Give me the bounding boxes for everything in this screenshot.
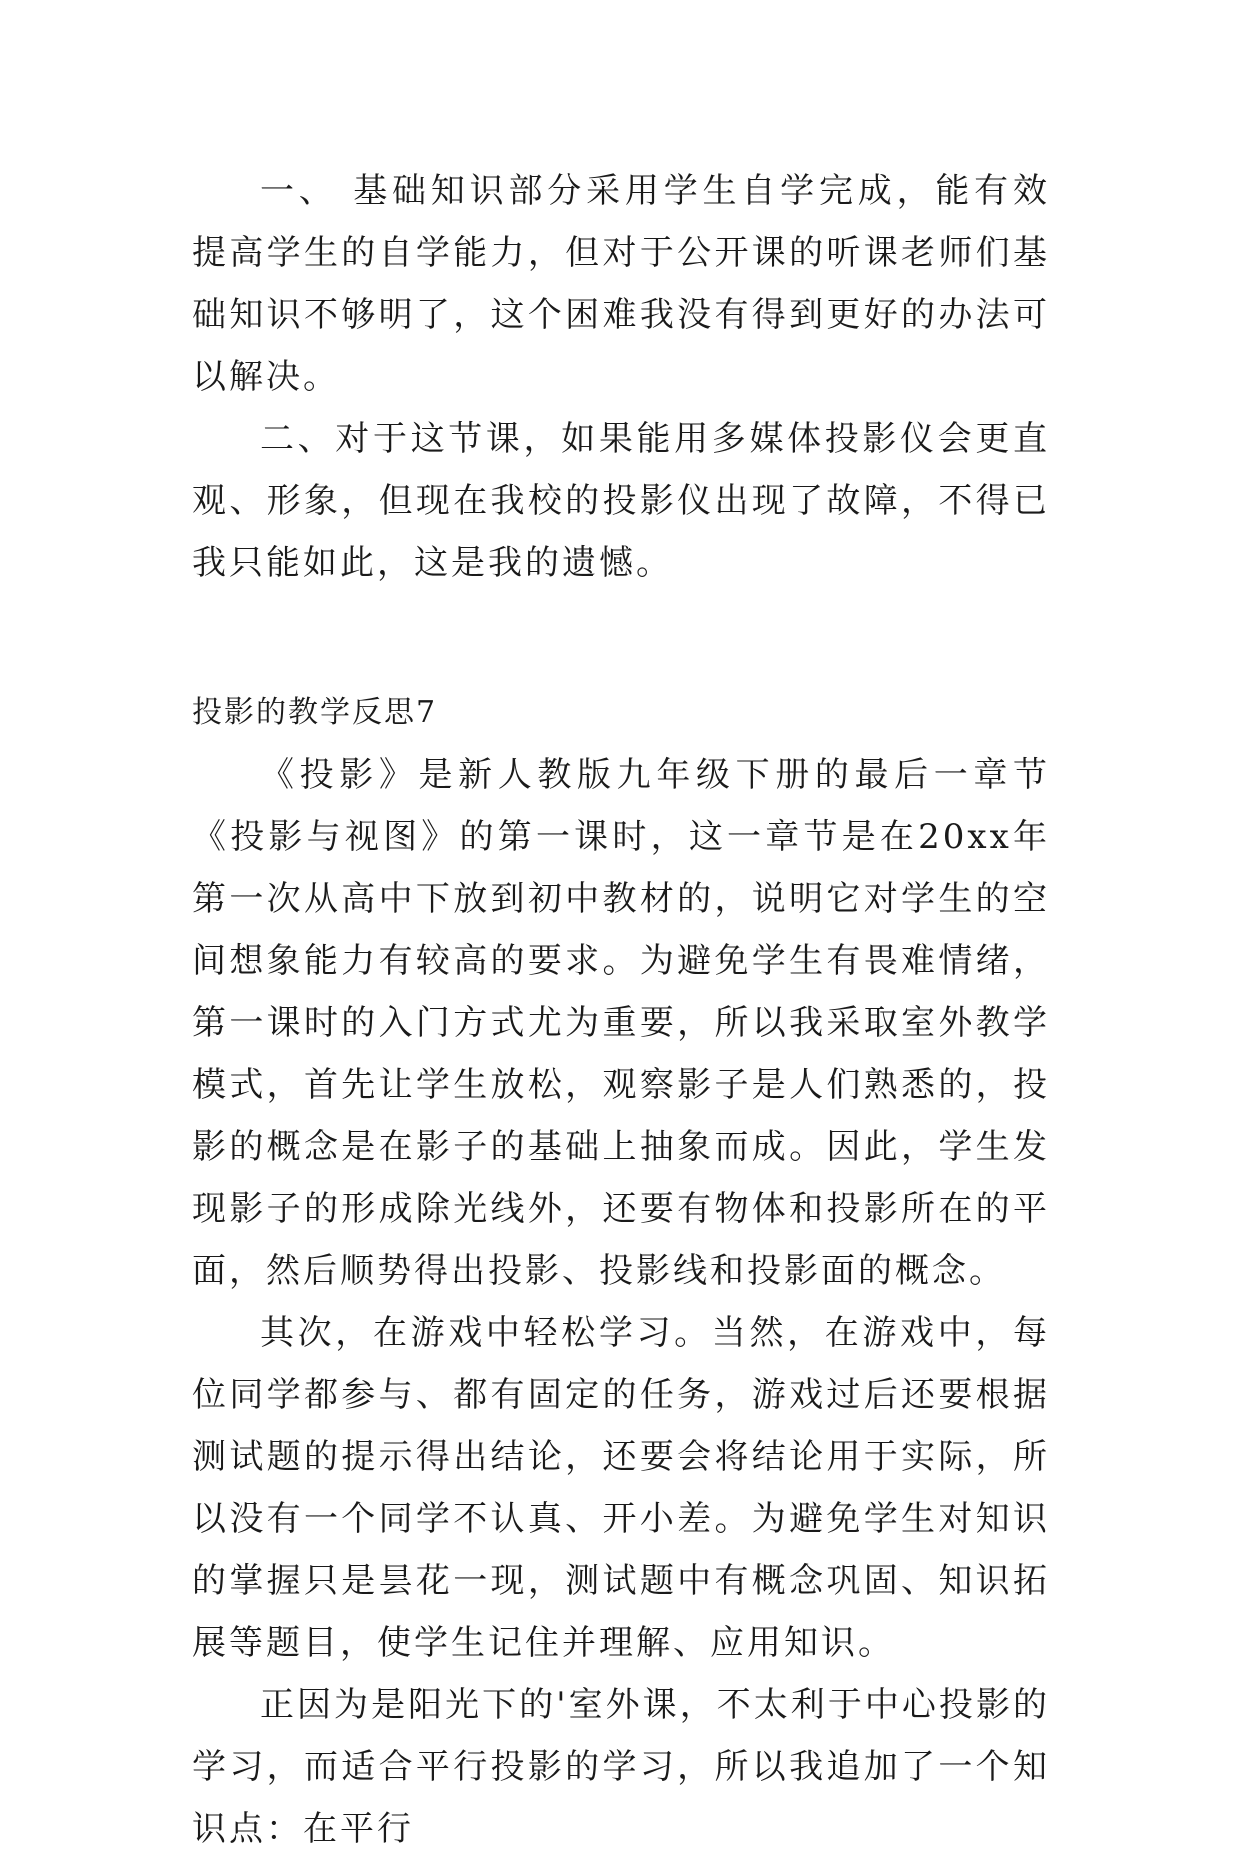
paragraph-projection-intro: 《投影》是新人教版九年级下册的最后一章节《投影与视图》的第一课时，这一章节是在20xx年第一次从高中下放到初中教材的，说明它对学生的空间想象能力有较高的要求。为避免学生有畏难情绪，第一课时的入门方式尤为重要，所以我采取室外教学模式，首先让学生放松，观察影子是人们熟悉的，投影的概念是在影子的基础上抽象而成。因此，学生发现影子的形成除光线外，还要有物体和投影所在的平面，然后顺势得出投影、投影线和投影面的概念。 (192, 755, 1050, 1291)
section-gap (192, 594, 1050, 682)
section-title: 投影的教学反思7 (192, 695, 438, 730)
paragraph-item-one: 一、 基础知识部分采用学生自学完成，能有效提高学生的自学能力，但对于公开课的听课老师们基础知识不够明了，这个困难我没有得到更好的办法可以解决。 (192, 171, 1050, 397)
paragraph-game-learning: 其次，在游戏中轻松学习。当然，在游戏中，每位同学都参与、都有固定的任务，游戏过后还要根据测试题的提示得出结论，还要会将结论用于实际，所以没有一个同学不认真、开小差。为避免学生对知识的掌握只是昙花一现，测试题中有概念巩固、知识拓展等题目，使学生记住并理解、应用知识。 (192, 1313, 1050, 1663)
paragraph-outdoor-class: 正因为是阳光下的'室外课，不太利于中心投影的学习，而适合平行投影的学习，所以我追加了一个知识点：在平行 (192, 1685, 1050, 1849)
paragraph-item-two: 二、对于这节课，如果能用多媒体投影仪会更直观、形象，但现在我校的投影仪出现了故障，不得已我只能如此，这是我的遗憾。 (192, 419, 1050, 583)
document-body (192, 160, 1050, 1860)
